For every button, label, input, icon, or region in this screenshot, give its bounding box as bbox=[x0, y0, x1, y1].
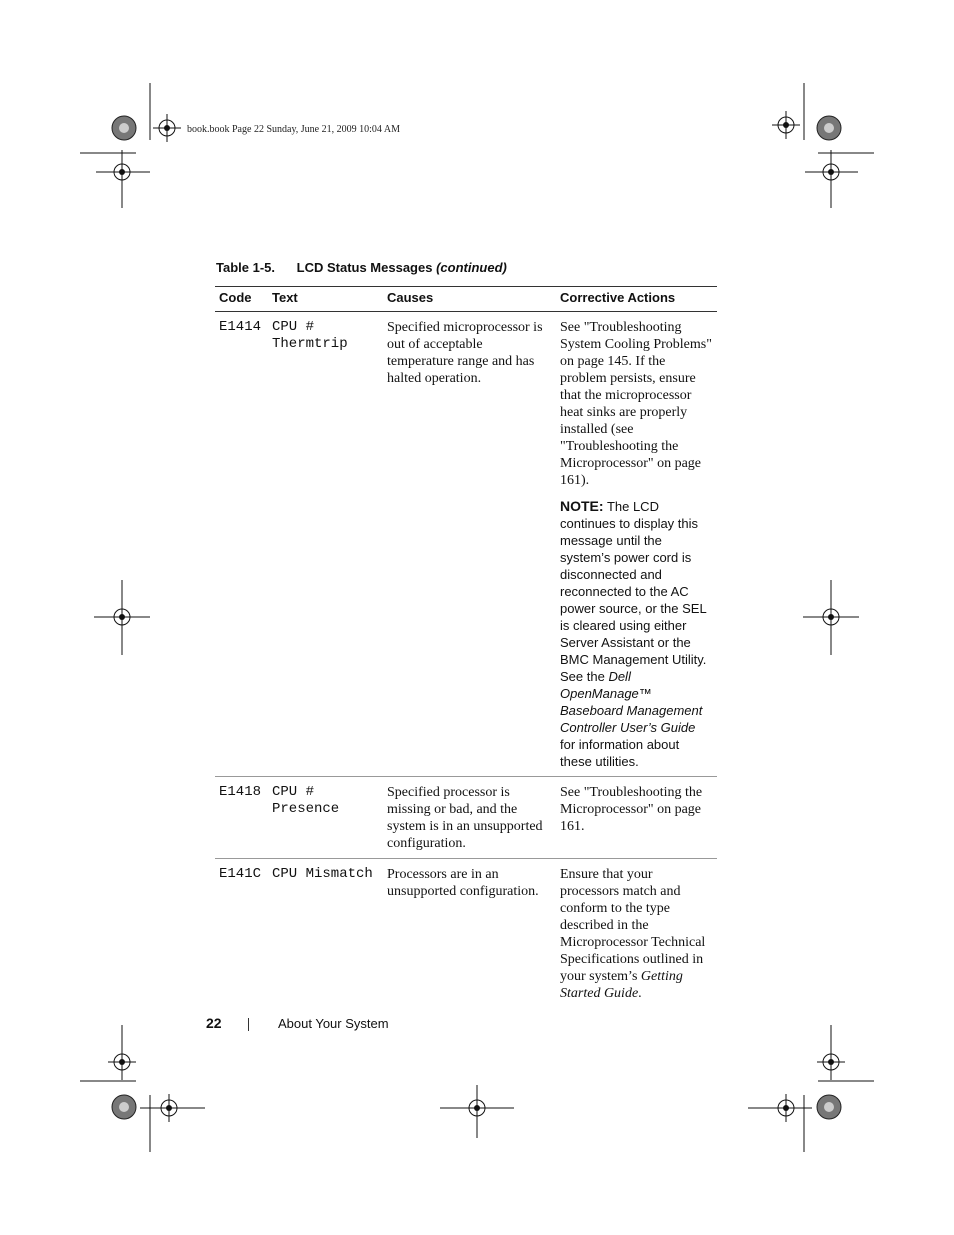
cell-text: CPU # Presence bbox=[268, 777, 383, 859]
table-row bbox=[215, 777, 717, 859]
cell-code: E141C bbox=[219, 866, 262, 882]
note-text: The LCD continues to display this message until the system’s power cord is disconnected and reconnected to the AC power source, or the SEL is cleared using either Server Assistant or the BMC Management Utility. See the bbox=[560, 499, 707, 684]
cell-text: CPU # Thermtrip bbox=[268, 312, 383, 777]
cell-corrective-action bbox=[556, 859, 717, 1009]
column-header-causes: Causes bbox=[383, 287, 556, 312]
cell-corrective-action: See "Troubleshooting the Microprocessor" on page 161. bbox=[556, 777, 717, 859]
cell-code: E1418 bbox=[215, 777, 268, 859]
footer-section-title: About Your System bbox=[278, 1016, 389, 1031]
table-caption bbox=[216, 260, 507, 275]
cell-text: CPU Mismatch bbox=[272, 866, 373, 882]
print-header: book.book Page 22 Sunday, June 21, 2009 10:04 AM bbox=[187, 124, 400, 135]
column-header-text: Text bbox=[268, 287, 383, 312]
table-row bbox=[215, 859, 717, 1009]
column-header-corrective-actions: Corrective Actions bbox=[556, 287, 717, 312]
table-row bbox=[215, 312, 717, 777]
lcd-status-table bbox=[215, 286, 717, 1008]
table-header-row bbox=[215, 287, 717, 312]
cell-causes: Specified processor is missing or bad, and the system is in an unsupported configuration. bbox=[383, 777, 556, 859]
note-text-end: for information about these utilities. bbox=[560, 737, 680, 769]
action-text: Ensure that your processors match and conform to the type described in the Microprocessor Technical Specifications outlined in your system’s bbox=[560, 867, 706, 984]
cell-corrective-action bbox=[556, 312, 717, 777]
action-guide-title: Getting Started Guide bbox=[560, 969, 683, 1001]
footer-separator bbox=[248, 1018, 249, 1031]
table-caption-title: LCD Status Messages bbox=[296, 260, 433, 275]
column-header-code: Code bbox=[215, 287, 268, 312]
cell-code: E1414 bbox=[215, 312, 268, 777]
action-text-end: . bbox=[638, 986, 642, 1001]
note-label: NOTE: bbox=[560, 498, 604, 514]
action-text: See "Troubleshooting System Cooling Problems" on page 145. If the problem persists, ensure that the microprocessor heat sinks are properly installed (see "Troubleshooting the Microprocessor" on page 161). bbox=[560, 320, 712, 488]
cell-causes: Processors are in an unsupported configuration. bbox=[387, 867, 539, 899]
note-block bbox=[560, 498, 713, 770]
note-guide-title: Dell OpenManage™ Baseboard Management Controller User’s Guide bbox=[560, 669, 703, 735]
cell-causes: Specified microprocessor is out of acceptable temperature range and has halted operation. bbox=[383, 312, 556, 777]
table-caption-number: Table 1-5. bbox=[216, 260, 276, 275]
table-caption-continued: (continued) bbox=[436, 260, 507, 275]
page-number: 22 bbox=[206, 1015, 222, 1031]
